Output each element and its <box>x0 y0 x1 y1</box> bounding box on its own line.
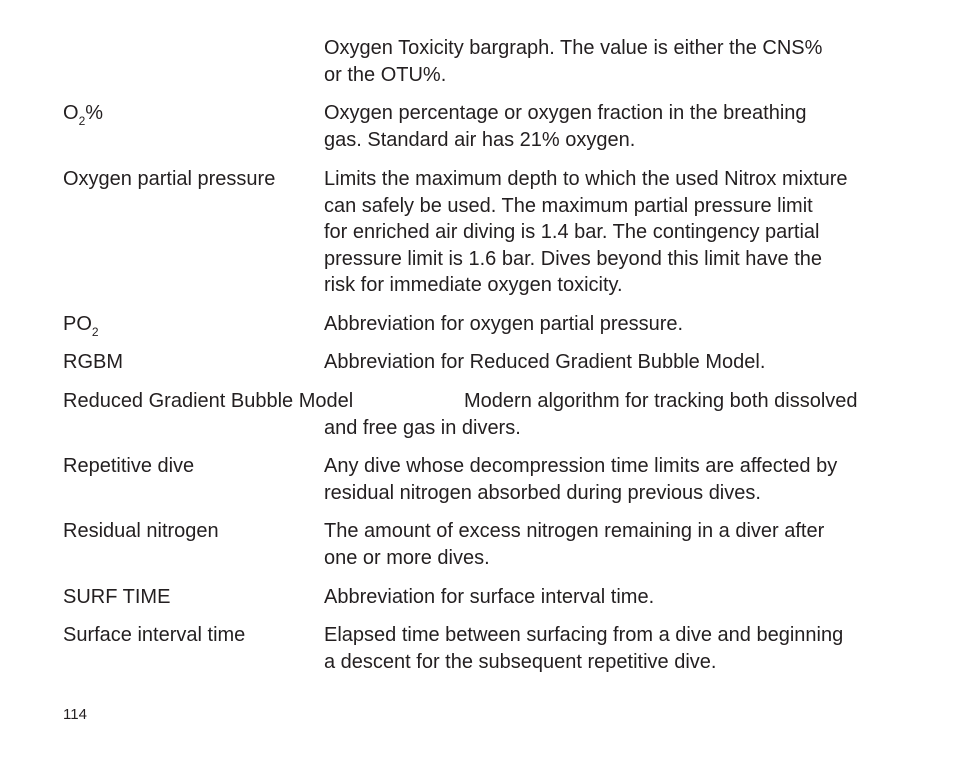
term <box>63 100 103 127</box>
definition-line: or the OTU%. <box>324 63 447 86</box>
definition-line: residual nitrogen absorbed during previous dives. <box>324 481 761 504</box>
definition <box>324 518 914 571</box>
definition-line: one or more dives. <box>324 546 490 569</box>
definition <box>324 100 914 153</box>
definition-line: a descent for the subsequent repetitive dive. <box>324 650 717 673</box>
definition-line: Oxygen percentage or oxygen fraction in the breathing <box>324 102 807 124</box>
definition-line: Abbreviation for oxygen partial pressure. <box>324 313 684 335</box>
definition-line: Oxygen Toxicity bargraph. The value is either the CNS% <box>324 37 823 59</box>
term <box>63 311 99 338</box>
definition <box>324 166 914 299</box>
definition <box>324 415 914 442</box>
definition <box>324 35 914 88</box>
definition-line: Limits the maximum depth to which the used Nitrox mixture <box>324 168 848 190</box>
definition-first-line: Modern algorithm for tracking both dissolved <box>464 390 858 412</box>
definition <box>324 453 914 506</box>
term-main: PO <box>63 313 92 335</box>
term: SURF TIME <box>63 586 171 608</box>
definition-line: The amount of excess nitrogen remaining in a diver after <box>324 520 825 542</box>
term-main: O <box>63 102 79 124</box>
definition-line: Elapsed time between surfacing from a dive and beginning <box>324 624 844 646</box>
term: Surface interval time <box>63 624 246 646</box>
page-number: 114 <box>63 706 87 723</box>
definition-line: and free gas in divers. <box>324 416 521 439</box>
definition-line: Abbreviation for Reduced Gradient Bubble Model. <box>324 351 766 373</box>
definition-line: Abbreviation for surface interval time. <box>324 586 655 608</box>
term-subscript: 2 <box>91 325 99 339</box>
term: RGBM <box>63 351 123 373</box>
term: Oxygen partial pressure <box>63 168 276 190</box>
term: Residual nitrogen <box>63 520 219 542</box>
term: Reduced Gradient Bubble Model <box>63 390 354 412</box>
definition <box>324 311 914 338</box>
definition <box>324 622 914 675</box>
definition-line: pressure limit is 1.6 bar. Dives beyond this limit have the <box>324 247 822 270</box>
definition-line: for enriched air diving is 1.4 bar. The contingency partial <box>324 221 820 243</box>
definition <box>324 349 914 376</box>
term-subscript: 2 <box>78 114 86 128</box>
term: Repetitive dive <box>63 455 195 477</box>
term-suffix: % <box>85 102 104 124</box>
definition-line: risk for immediate oxygen toxicity. <box>324 274 623 296</box>
definition-line: Any dive whose decompression time limits are affected by <box>324 455 838 477</box>
definition-line: can safely be used. The maximum partial pressure limit <box>324 194 813 217</box>
definition <box>324 584 914 611</box>
definition-line: gas. Standard air has 21% oxygen. <box>324 128 636 151</box>
